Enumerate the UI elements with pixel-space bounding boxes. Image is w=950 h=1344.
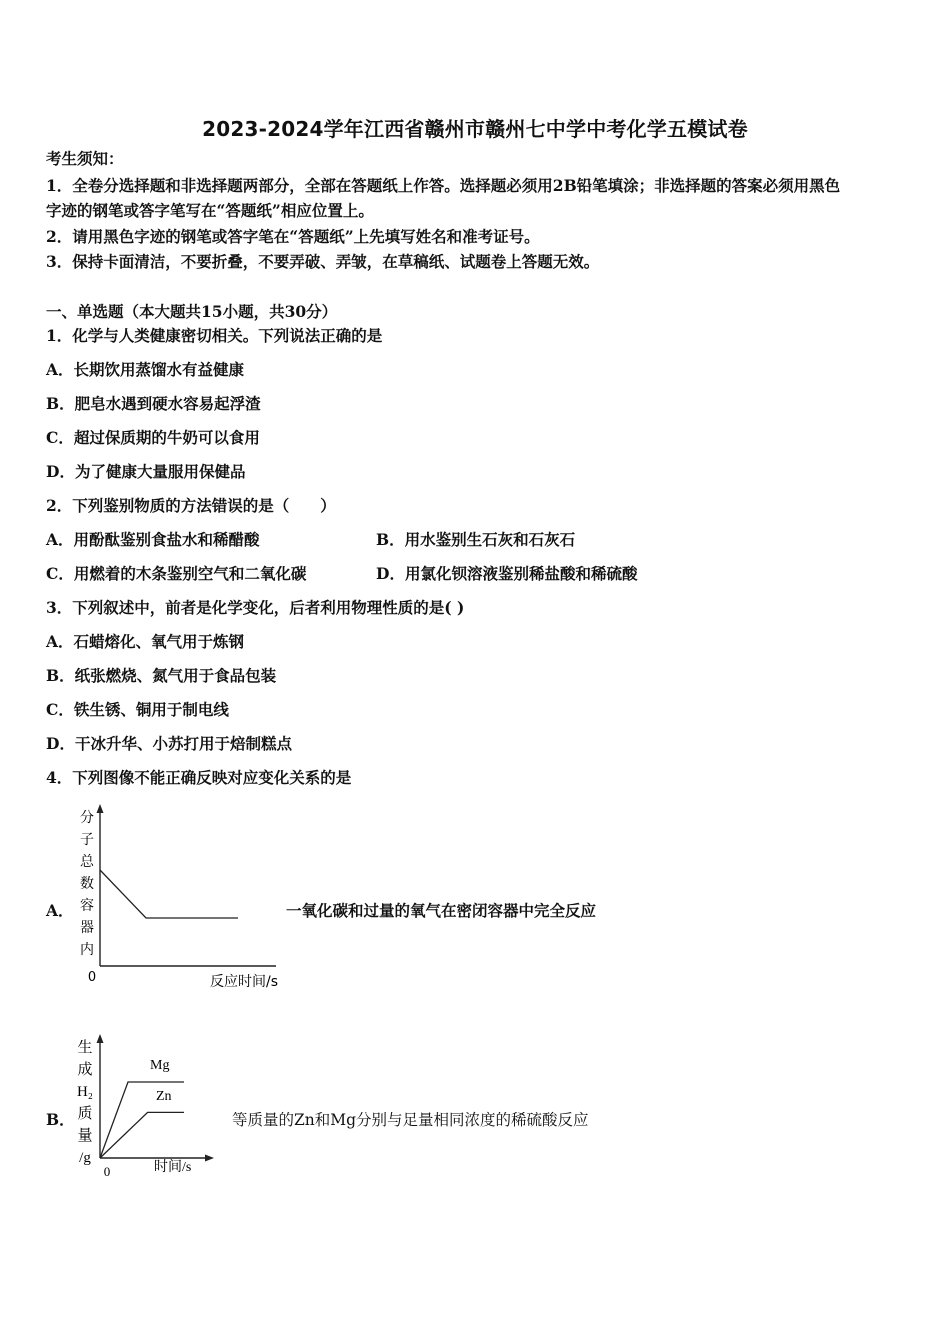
q4-chart-a (70, 800, 290, 992)
q4-chart-a-axes (97, 804, 277, 966)
q3-option-c[interactable]: C．铁生锈、铜用于制电线 (46, 700, 229, 719)
q4-chart-a-ylabel-char: 分 (80, 810, 94, 826)
q4-chart-b-ylabel-char: 生 (77, 1040, 93, 1056)
q4-chart-b-origin: 0 (103, 1164, 111, 1179)
q2-stem: 2．下列鉴别物质的方法错误的是（ ） (46, 496, 336, 515)
q4-option-b-desc: 等质量的Zn和Mg分别与足量相同浓度的稀硫酸反应 (232, 1111, 589, 1129)
q4-chart-b-xlabel: 时间/s (154, 1160, 192, 1175)
q4-chart-a-ylabel-char: 容 (80, 898, 94, 914)
q4-option-a-desc: 一氧化碳和过量的氧气在密闭容器中完全反应 (286, 901, 597, 920)
q4-chart-a-origin: 0 (87, 970, 97, 985)
q4-chart-a-xlabel: 反应时间/s (210, 974, 279, 990)
q4-chart-a-ylabel-char: 总 (80, 854, 94, 870)
q2-option-a[interactable]: A．用酚酞鉴别食盐水和稀醋酸 (46, 530, 260, 549)
notice-line-3: 3．保持卡面清洁，不要折叠，不要弄破、弄皱，在草稿纸、试题卷上答题无效。 (46, 252, 600, 271)
section-heading: 一、单选题（本大题共15小题，共30分） (46, 302, 338, 321)
q1-stem: 1．化学与人类健康密切相关。下列说法正确的是 (46, 326, 383, 345)
q4-chart-b-ylabel-char: 质 (77, 1106, 93, 1122)
q3-option-d[interactable]: D．干冰升华、小苏打用于焙制糕点 (46, 734, 292, 753)
notice-line-2: 2．请用黑色字迹的钢笔或答字笔在“答题纸”上先填写姓名和准考证号。 (46, 227, 540, 246)
q4-option-a-label[interactable]: A． (46, 901, 74, 920)
q3-option-a[interactable]: A．石蜡熔化、氧气用于炼钢 (46, 632, 245, 651)
q1-option-a[interactable]: A．长期饮用蒸馏水有益健康 (46, 360, 245, 379)
q2-option-d[interactable]: D．用氯化钡溶液鉴别稀盐酸和稀硫酸 (376, 564, 638, 583)
q4-chart-b-ylabel-char: 量 (77, 1128, 93, 1144)
q3-stem: 3．下列叙述中，前者是化学变化，后者利用物理性质的是( ) (46, 598, 465, 617)
q4-chart-a-ylabel-char: 子 (80, 832, 94, 848)
notice-line-1a: 1．全卷分选择题和非选择题两部分，全部在答题纸上作答。选择题必须用2B铅笔填涂；非选择题的答案必须用黑色 (46, 176, 841, 195)
q4-chart-a-ylabel-char: 内 (80, 942, 94, 958)
q4-chart-b-label-zn: Zn (156, 1089, 172, 1104)
q4-stem: 4．下列图像不能正确反映对应变化关系的是 (46, 768, 352, 787)
page-title: 2023-2024学年江西省赣州市赣州七中学中考化学五模试卷 (202, 117, 748, 141)
q1-option-c[interactable]: C．超过保质期的牛奶可以食用 (46, 428, 260, 447)
q1-option-d[interactable]: D．为了健康大量服用保健品 (46, 462, 246, 481)
q4-chart-b (70, 1030, 230, 1182)
q1-option-b[interactable]: B．肥皂水遇到硬水容易起浮渣 (46, 394, 261, 413)
q4-chart-b-ylabel-char: 成 (77, 1062, 93, 1078)
q3-option-b[interactable]: B．纸张燃烧、氮气用于食品包装 (46, 666, 277, 685)
notice-line-1b: 字迹的钢笔或答字笔写在“答题纸”相应位置上。 (46, 201, 374, 220)
q2-option-b[interactable]: B．用水鉴别生石灰和石灰石 (376, 530, 576, 549)
q4-chart-b-ylabel-char: /g (79, 1150, 91, 1166)
q4-chart-b-label-mg: Mg (150, 1058, 170, 1073)
q4-chart-b-ylabel-char: H₂ (76, 1084, 94, 1100)
q4-chart-a-ylabel-char: 数 (80, 876, 94, 892)
q4-chart-b-series-zn (100, 1112, 184, 1158)
notice-heading: 考生须知： (46, 149, 124, 168)
q4-chart-a-series-line (100, 870, 238, 918)
q4-chart-a-ylabel-char: 器 (80, 920, 94, 936)
q2-option-c[interactable]: C．用燃着的木条鉴别空气和二氧化碳 (46, 564, 307, 583)
q4-option-b-label[interactable]: B． (46, 1110, 75, 1129)
